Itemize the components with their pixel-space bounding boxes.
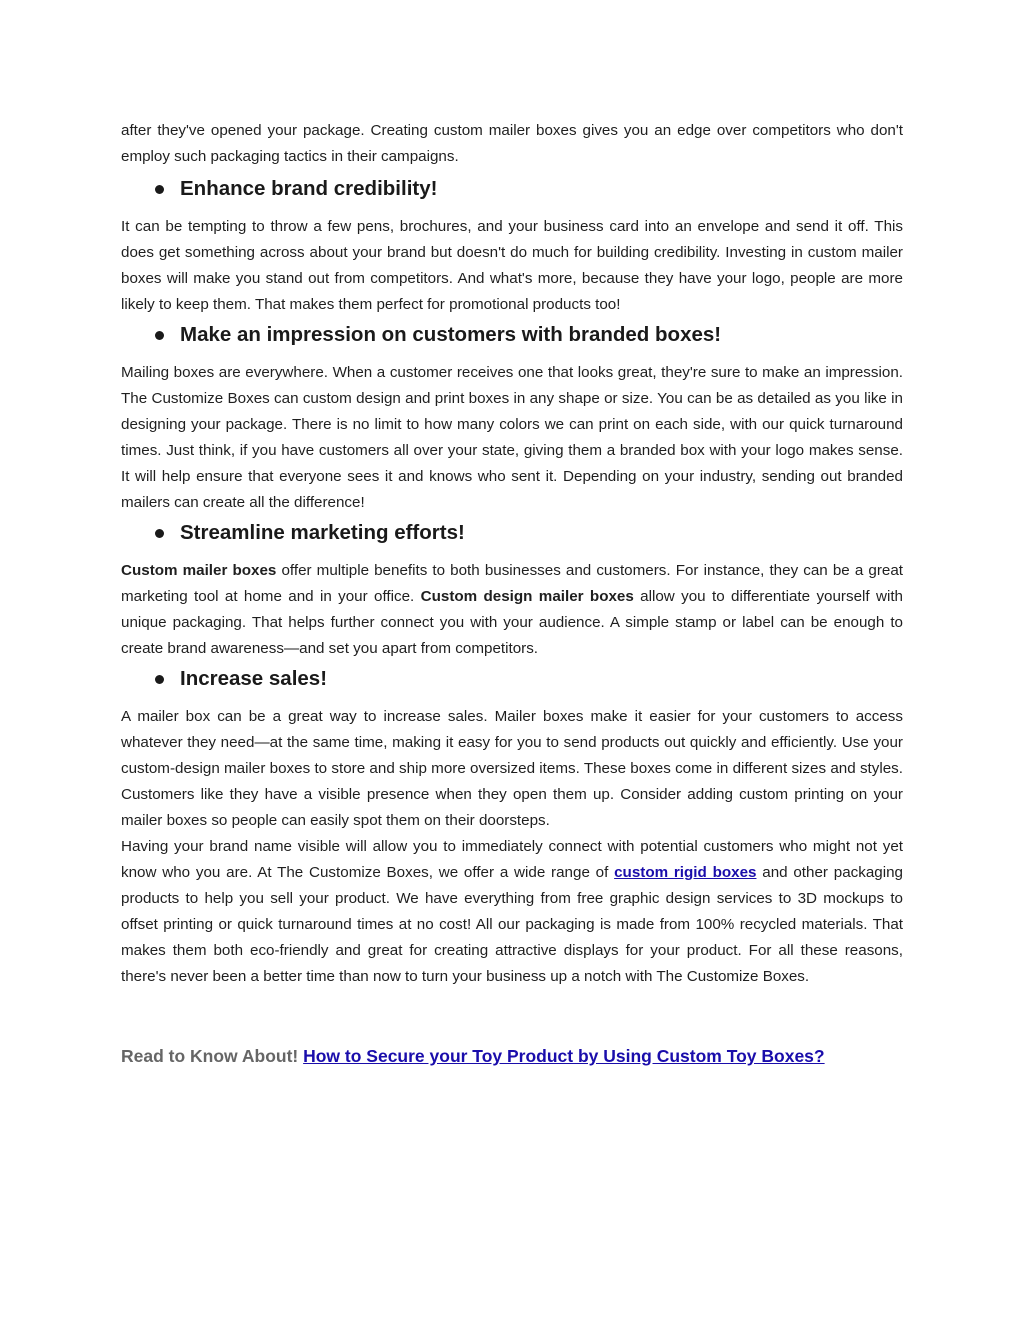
heading-increase-sales: [121, 664, 903, 694]
bullet-icon: [155, 675, 164, 684]
bullet-icon: [155, 185, 164, 194]
text-segment: and other packaging products to help you sell your product. We have everything from free graphic design services to 3D mockups to offset printing or quick turnaround times at no cost! All our packaging is made from 100% recycled materials. That makes them both eco-friendly and great for creating attractive displays for your product. For all these reasons, there's never been a better time than now to turn your business up a notch with The Customize Boxes.: [121, 864, 903, 985]
paragraph-streamline-marketing: [121, 558, 903, 662]
custom-rigid-boxes-link[interactable]: custom rigid boxes: [614, 864, 757, 881]
read-more-line: [121, 1046, 903, 1067]
text-segment: Having your brand name visible will allow you to immediately connect with potential customers who might not yet know who you are. At The Customize Boxes, we offer a wide range of: [121, 838, 903, 881]
bold-phrase-custom-mailer-boxes: Custom mailer boxes: [121, 562, 277, 579]
paragraph-brand-credibility: It can be tempting to throw a few pens, brochures, and your business card into an envelope and send it off. This does get something across about your brand but doesn't do much for building credibility. Investing in custom mailer boxes will make you stand out from competitors. And what's more, because they have your logo, people are more likely to keep them. That makes them perfect for promotional products too!: [121, 218, 903, 313]
bold-phrase-custom-design-mailer-boxes: Custom design mailer boxes: [420, 588, 634, 605]
heading-make-an-impression: [121, 320, 903, 350]
heading-streamline-marketing: [121, 518, 903, 548]
heading-text: Make an impression on customers with branded boxes!: [180, 323, 722, 346]
bullet-icon: [155, 529, 164, 538]
text-segment: offer multiple benefits to both businesses and customers. For instance, they can be a great marketing tool at home and in your office.: [121, 562, 903, 605]
toy-boxes-article-link[interactable]: How to Secure your Toy Product by Using Custom Toy Boxes?: [303, 1046, 825, 1066]
intro-paragraph: after they've opened your package. Creating custom mailer boxes gives you an edge over competitors who don't employ such packaging tactics in their campaigns.: [121, 122, 903, 165]
heading-enhance-brand-credibility: [121, 174, 903, 204]
heading-text: Increase sales!: [180, 667, 328, 690]
heading-text: Enhance brand credibility!: [180, 177, 438, 200]
paragraph-impression: Mailing boxes are everywhere. When a customer receives one that looks great, they're sure to make an impression. The Customize Boxes can custom design and print boxes in any shape or size. You can be as detailed as you like in designing your package. There is no limit to how many colors we can print on each side, with our quick turnaround times. Just think, if you have customers all over your state, giving them a branded box with your logo makes sense. It will help ensure that everyone sees it and knows who sent it. Depending on your industry, sending out branded mailers can create all the difference!: [121, 364, 903, 511]
heading-text: Streamline marketing efforts!: [180, 521, 465, 544]
bullet-icon: [155, 331, 164, 340]
text-segment: allow you to differentiate yourself with unique packaging. That helps further connect you with your audience. A simple stamp or label can be enough to create brand awareness—and set you apart from competitors.: [121, 588, 903, 657]
paragraph-increase-sales: A mailer box can be a great way to increase sales. Mailer boxes make it easier for your customers to access whatever they need—at the same time, making it easy for you to send products out quickly and efficiently. Use your custom-design mailer boxes to store and ship more oversized items. These boxes come in different sizes and styles. Customers like they have a visible presence when they open them up. Consider adding custom printing on your mailer boxes so people can easily spot them on their doorsteps.: [121, 708, 903, 829]
closing-paragraph: [121, 834, 903, 990]
read-more-label: Read to Know About!: [121, 1046, 304, 1066]
